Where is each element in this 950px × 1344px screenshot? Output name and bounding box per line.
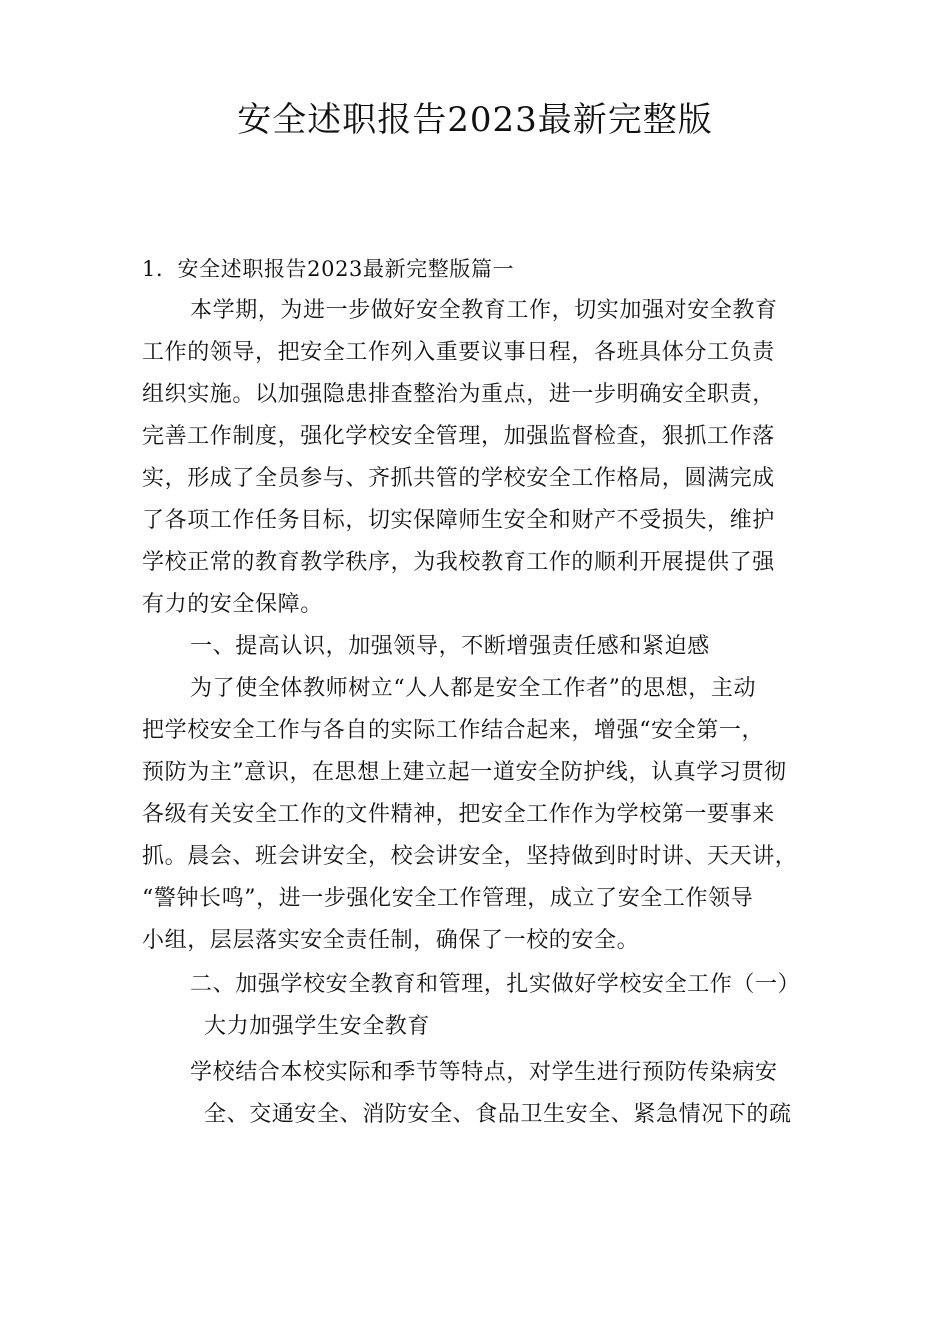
section-heading: 1．安全述职报告2023最新完整版篇一 (142, 257, 515, 281)
subheading-line: 大力加强学生安全教育 (204, 1014, 431, 1039)
paragraph-line: 实，形成了全员参与、齐抓共管的学校安全工作格局，圆满完成 (142, 466, 775, 491)
paragraph-line: 学校结合本校实际和季节等特点，对学生进行预防传染病安 (190, 1060, 778, 1085)
paragraph-line: 抓。晨会、班会讲安全，校会讲安全，坚持做到时时讲、天天讲， (142, 844, 798, 869)
document-title: 安全述职报告2023最新完整版 (237, 100, 713, 140)
paragraph-line: 了各项工作任务目标，切实保障师生安全和财产不受损失，维护 (142, 508, 775, 533)
paragraph-line: 小组，层层落实安全责任制，确保了一校的安全。 (142, 928, 640, 953)
paragraph-line: 组织实施。以加强隐患排查整治为重点，进一步明确安全职责， (142, 382, 775, 407)
paragraph-line: 预防为主”意识，在思想上建立起一道安全防护线，认真学习贯彻 (142, 760, 787, 785)
paragraph-line: 把学校安全工作与各自的实际工作结合起来，增强“安全第一， (142, 718, 765, 743)
subheading-line: 二、加强学校安全教育和管理，扎实做好学校安全工作（一） (190, 972, 801, 997)
paragraph-line: 各级有关安全工作的文件精神，把安全工作作为学校第一要事来 (142, 802, 775, 827)
paragraph-line: 完善工作制度，强化学校安全管理，加强监督检查，狠抓工作落 (142, 424, 775, 449)
paragraph-line: 为了使全体教师树立“人人都是安全工作者”的思想，主动 (190, 676, 757, 701)
paragraph-line: 学校正常的教育教学秩序，为我校教育工作的顺利开展提供了强 (142, 550, 775, 575)
paragraph-line: 本学期，为进一步做好安全教育工作，切实加强对安全教育 (190, 298, 778, 323)
subheading-line: 一、提高认识，加强领导，不断增强责任感和紧迫感 (190, 634, 710, 659)
paragraph-line: 工作的领导，把安全工作列入重要议事日程，各班具体分工负责 (142, 340, 775, 365)
paragraph-line: 全、交通安全、消防安全、食品卫生安全、紧急情况下的疏 (204, 1102, 792, 1127)
paragraph-line: “警钟长鸣”，进一步强化安全工作管理，成立了安全工作领导 (142, 886, 754, 911)
paragraph-line: 有力的安全保障。 (142, 592, 323, 617)
